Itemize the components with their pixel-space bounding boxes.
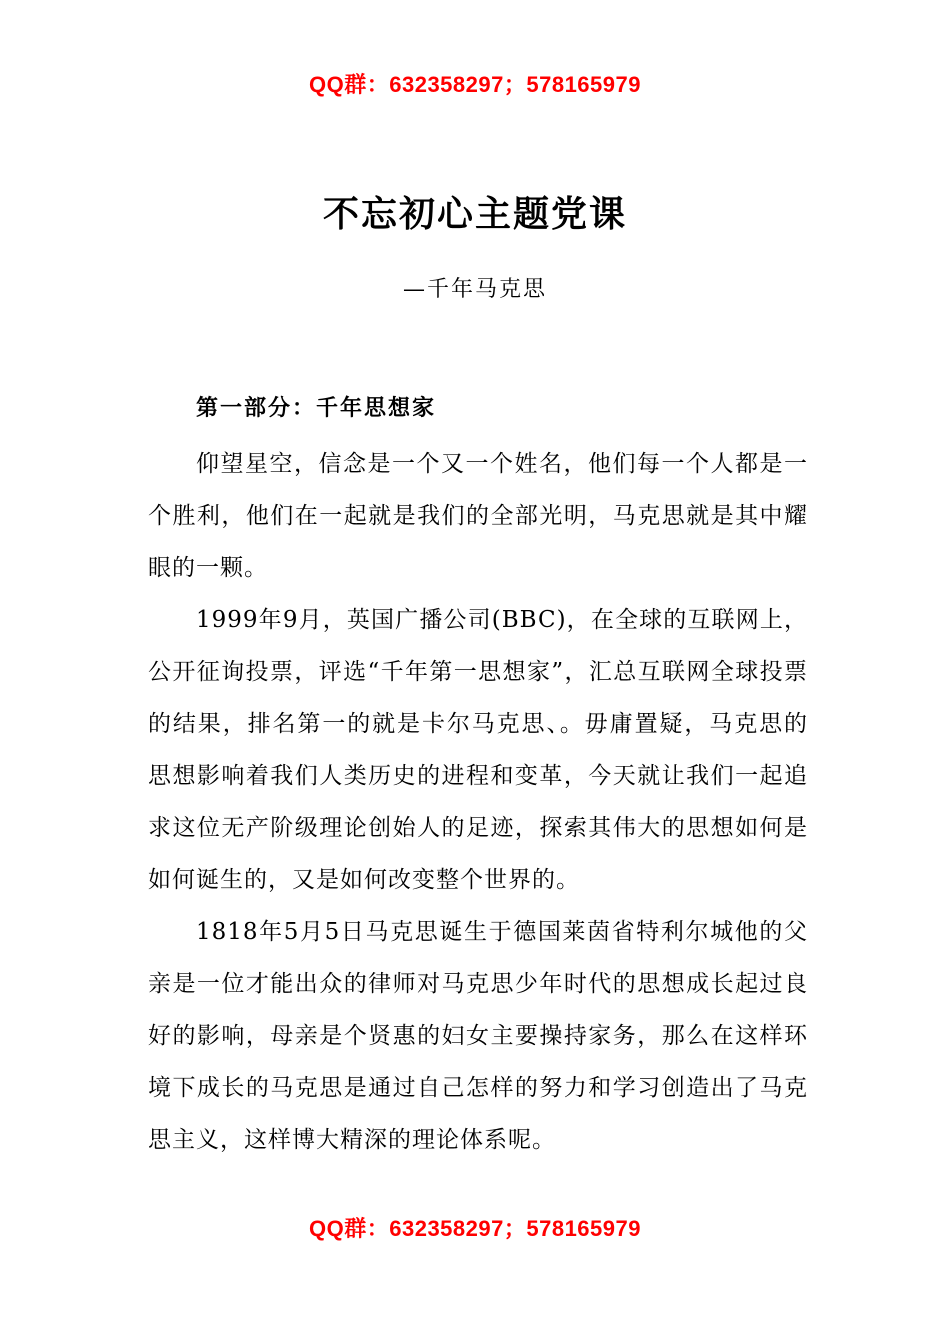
paragraph-3: 1818年5月5日马克思诞生于德国莱茵省特利尔城他的父亲是一位才能出众的律师对马克思少年时代的思想成长起过良好的影响，母亲是个贤惠的妇女主要操持家务，那么在这样环境下成长的马克思是通过自己怎样的努力和学习创造出了马克思主义，这样博大精深的理论体系呢。 [148,919,808,1153]
paragraph-2: 1999年9月，英国广播公司(BBC)，在全球的互联网上，公开征询投票，评选“千年第一思想家”，汇总互联网全球投票的结果，排名第一的就是卡尔马克思、。毋庸置疑，马克思的思想影响着我们人类历史的进程和变革，今天就让我们一起追求这位无产阶级理论创始人的足迹，探索其伟大的思想如何是如何诞生的，又是如何改变整个世界的。 [148,607,808,893]
document-subtitle: —千年马克思 [402,277,547,302]
paragraph-1: 仰望星空，信念是一个又一个姓名，他们每一个人都是一个胜利，他们在一起就是我们的全部光明，马克思就是其中耀眼的一颗。 [148,451,808,581]
document-body [148,392,808,1166]
document-title: 不忘初心主题党课 [322,193,627,235]
section-heading: 第一部分：千年思想家 [196,395,437,421]
footer-qq-groups: QQ群：632358297；578165979 [309,1216,641,1241]
header-qq-groups: QQ群：632358297；578165979 [309,72,641,97]
